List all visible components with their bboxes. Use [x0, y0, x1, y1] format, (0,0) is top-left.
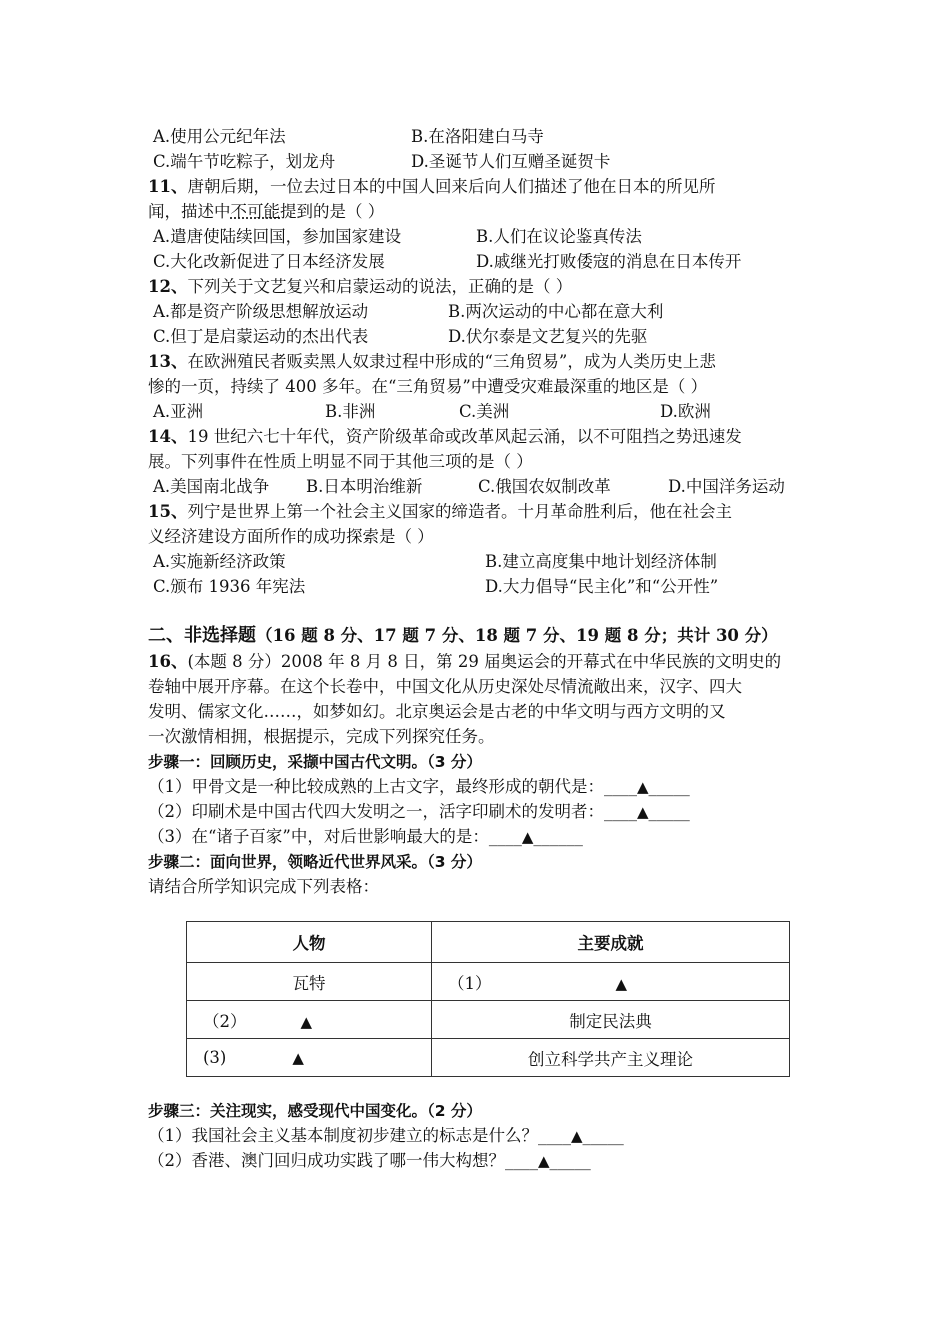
q14-text-1: 19 世纪六七十年代，资产阶级革命或改革风起云涌，以不可阻挡之势迅速发: [187, 427, 742, 446]
step3-q1: [148, 1125, 624, 1149]
q16-intro-line1: [148, 651, 781, 675]
q10-option-d: D.圣诞节人们互赠圣诞贺卡: [411, 152, 611, 171]
table-cell-person[interactable]: [187, 1039, 432, 1077]
step1-q2-text: （2）印刷术是中国古代四大发明之一，活字印刷术的发明者：: [148, 802, 604, 821]
step1-q3-text: （3）在“诸子百家”中，对后世影响最大的是：: [148, 827, 489, 846]
step3-q2: [148, 1150, 591, 1174]
q15-option-c: C.颁布 1936 年宪法: [153, 577, 306, 596]
q14-option-a: A.美国南北战争: [153, 477, 270, 496]
q13-stem-line1: [148, 351, 716, 375]
q13-text-1: 在欧洲殖民者贩卖黑人奴隶过程中形成的“三角贸易”，成为人类历史上悲: [187, 352, 716, 371]
answer-blank[interactable]: ____▲_____: [538, 1126, 624, 1145]
table-header-achievement: 主要成就: [432, 922, 790, 963]
q11-text-d: 提到的是（ ）: [280, 202, 385, 221]
q12-option-b: B.两次运动的中心都在意大利: [448, 302, 664, 321]
table-cell-person[interactable]: [187, 1001, 432, 1039]
table-row: [187, 1001, 790, 1039]
answer-blank[interactable]: ____▲_____: [505, 1151, 591, 1170]
step1-q2: [148, 801, 690, 825]
q16-intro-line4: 一次激情相拥，根据提示，完成下列探究任务。: [148, 727, 495, 746]
q12-number: 12、: [148, 277, 188, 296]
q14-stem-line2: 展。下列事件在性质上明显不同于其他三项的是（ ）: [148, 452, 533, 471]
step3-title: 步骤三：关注现实，感受现代中国变化。（2 分）: [148, 1102, 482, 1120]
answer-triangle-icon: ▲: [300, 1012, 313, 1031]
answer-triangle-icon: ▲: [637, 803, 649, 821]
q16-intro-line2: 卷轴中展开序幕。在这个长卷中，中国文化从历史深处尽情流敞出来，汉字、四大: [148, 677, 742, 696]
q13-option-b: B.非洲: [325, 402, 376, 421]
q10-option-b: B.在洛阳建白马寺: [411, 127, 544, 146]
q16-intro-line3: 发明、儒家文化……，如梦如幻。北京奥运会是古老的中华文明与西方文明的又: [148, 702, 726, 721]
table-cell-person: 瓦特: [187, 963, 432, 1001]
q11-option-d: D.戚继光打败倭寇的消息在日本传开: [476, 252, 742, 271]
step2-instruction: 请结合所学知识完成下列表格：: [148, 877, 379, 896]
answer-triangle-icon: ▲: [571, 1127, 583, 1145]
q15-option-a: A.实施新经济政策: [153, 552, 286, 571]
q11-option-c: C.大化改新促进了日本经济发展: [153, 252, 385, 271]
step1-q3: [148, 826, 583, 850]
q11-number: 11、: [148, 177, 188, 196]
table-row: [187, 963, 790, 1001]
cell-label: （1）: [448, 973, 492, 993]
q11-option-a: A.遣唐使陆续回国，参加国家建设: [153, 227, 402, 246]
answer-blank[interactable]: ____▲_____: [604, 802, 690, 821]
q14-option-c: C.俄国农奴制改革: [478, 477, 611, 496]
q13-option-a: A.亚洲: [153, 402, 204, 421]
q15-option-d: D.大力倡导“民主化”和“公开性”: [485, 577, 719, 596]
q12-option-a: A.都是资产阶级思想解放运动: [153, 302, 369, 321]
q14-option-b: B.日本明治维新: [306, 477, 423, 496]
q12-stem: [148, 276, 572, 300]
q15-stem-line1: [148, 501, 732, 525]
q13-option-d: D.欧洲: [660, 402, 711, 421]
table-cell-achievement: 创立科学共产主义理论: [432, 1039, 790, 1077]
q12-text: 下列关于文艺复兴和启蒙运动的说法，正确的是（ ）: [187, 277, 573, 296]
q11-option-b: B.人们在议论鉴真传法: [476, 227, 642, 246]
table-header-person: 人物: [187, 922, 432, 963]
q13-option-c: C.美洲: [459, 402, 510, 421]
answer-blank[interactable]: ____▲_____: [604, 777, 690, 796]
step1-q1-text: （1）甲骨文是一种比较成熟的上古文字，最终形成的朝代是：: [148, 777, 604, 796]
q10-option-a: A.使用公元纪年法: [153, 127, 286, 146]
table-cell-achievement: 制定民法典: [432, 1001, 790, 1039]
q11-text-b: 一位去过日本的中国人回来后向人们描述了他在日本的所见所: [269, 177, 716, 196]
q12-option-c: C.但丁是启蒙运动的杰出代表: [153, 327, 369, 346]
answer-triangle-icon: ▲: [637, 778, 649, 796]
q11-stem-line1: [148, 176, 715, 200]
cell-label: （2）: [203, 1011, 247, 1031]
q11-emphasis: 不可能: [230, 202, 280, 221]
q14-stem-line1: [148, 426, 742, 450]
q16-number: 16、: [148, 652, 188, 671]
answer-triangle-icon: ▲: [521, 828, 534, 846]
q15-number: 15、: [148, 502, 188, 521]
q15-text-1: 列宁是世界上第一个社会主义国家的缔造者。十月革命胜利后，他在社会主: [187, 502, 732, 521]
answer-blank[interactable]: ____▲______: [488, 827, 583, 846]
q16-intro-text-1: (本题 8 分）2008 年 8 月 8 日，第 29 届奥运会的开幕式在中华民族的文明史的: [187, 652, 782, 671]
step3-q2-text: （2）香港、澳门回归成功实践了哪一伟大构想？: [148, 1151, 505, 1170]
q14-number: 14、: [148, 427, 188, 446]
achievements-table: [186, 921, 790, 1077]
q10-option-c: C.端午节吃粽子，划龙舟: [153, 152, 336, 171]
table-cell-achievement[interactable]: [432, 963, 790, 1001]
table-row: [187, 1039, 790, 1077]
cell-label: (3): [203, 1048, 227, 1067]
q11-text-c: 闻，描述中: [148, 202, 231, 221]
section2-scoring: （16 题 8 分、17 题 7 分、18 题 7 分、19 题 8 分；共计 30 分）: [256, 626, 778, 645]
q15-stem-line2: 义经济建设方面所作的成功探索是（ ）: [148, 527, 434, 546]
answer-triangle-icon: ▲: [292, 1049, 304, 1067]
answer-triangle-icon: ▲: [615, 974, 628, 993]
q14-option-d: D.中国洋务运动: [668, 477, 785, 496]
q13-number: 13、: [148, 352, 188, 371]
section2-title: 二、非选择题: [148, 625, 256, 646]
q12-option-d: D.伏尔泰是文艺复兴的先驱: [448, 327, 648, 346]
step2-title: 步骤二：面向世界，领略近代世界风采。（3 分）: [148, 853, 482, 871]
step1-q1: [148, 776, 690, 800]
answer-triangle-icon: ▲: [538, 1152, 550, 1170]
table-header-row: [187, 922, 790, 963]
q13-stem-line2: 惨的一页，持续了 400 多年。在“三角贸易”中遭受灾难最深重的地区是（ ）: [148, 377, 708, 396]
step1-title: 步骤一：回顾历史，采撷中国古代文明。（3 分）: [148, 753, 482, 771]
q11-stem-line2: [148, 201, 384, 225]
q15-option-b: B.建立高度集中地计划经济体制: [485, 552, 717, 571]
q11-text-a: 唐朝后期，: [187, 177, 270, 196]
step3-q1-text: （1）我国社会主义基本制度初步建立的标志是什么？: [148, 1126, 538, 1145]
section2-header: [148, 625, 778, 649]
